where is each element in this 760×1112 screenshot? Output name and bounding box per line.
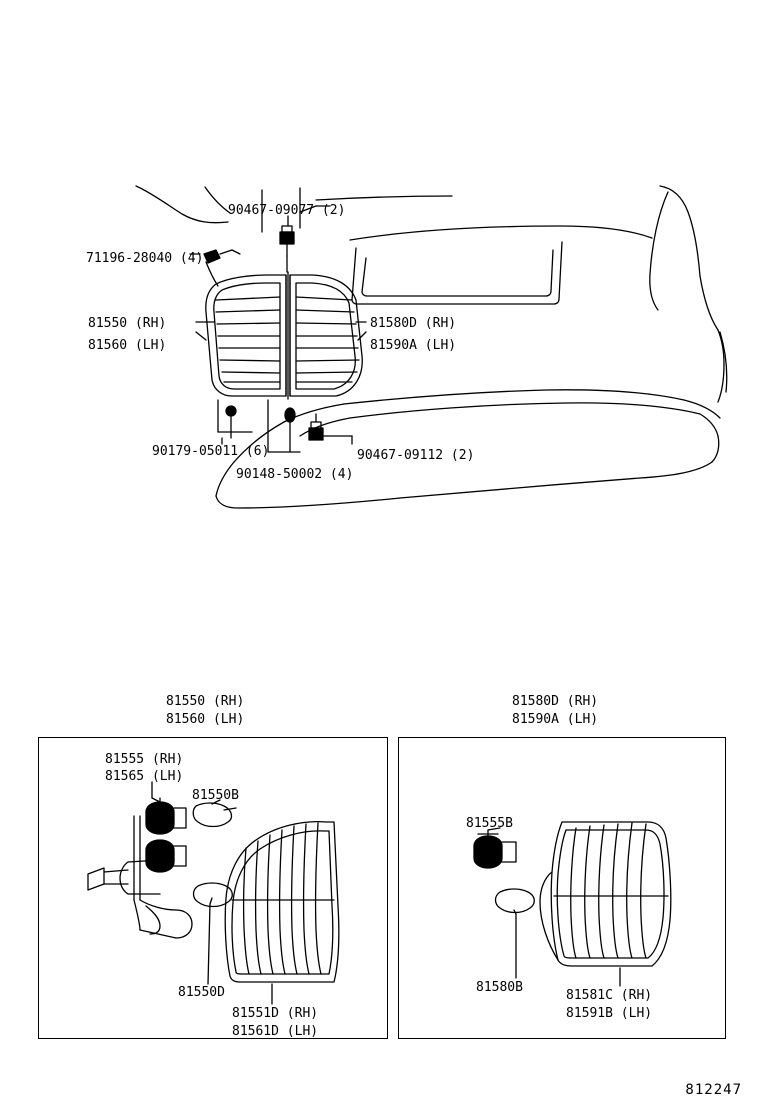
label-lens-81591b-lh: 81591B (LH) (566, 1006, 653, 1021)
label-bulb-81550d: 81550D (178, 985, 225, 1000)
label-lens-81561d-lh: 81561D (LH) (232, 1024, 319, 1039)
label-clip-90467-09077: 90467-09077 (2) (228, 203, 346, 218)
label-bulb-81580b: 81580B (476, 980, 523, 995)
label-right-heading-rh: 81580D (RH) (512, 694, 599, 709)
label-lens-81551d-rh: 81551D (RH) (232, 1006, 319, 1021)
label-left-heading-lh: 81560 (LH) (166, 712, 245, 727)
label-socket-81555-rh: 81555 (RH) (105, 752, 184, 767)
label-socket-81555b: 81555B (466, 816, 513, 831)
fastener-callouts-top (204, 216, 352, 452)
label-lamp-81580d-rh: 81580D (RH) (370, 316, 457, 331)
label-lamp-81590a-lh: 81590A (LH) (370, 338, 457, 353)
label-socket-81565-lh: 81565 (LH) (105, 769, 184, 784)
label-bulb-81550b: 81550B (192, 788, 239, 803)
diagram-code: 812247 (685, 1082, 742, 1098)
right-detail-panel (398, 737, 726, 1039)
tail-lamp-assembly-top (206, 272, 362, 399)
label-grommet-90148-50002: 90148-50002 (4) (236, 467, 354, 482)
label-lamp-81560-lh: 81560 (LH) (88, 338, 167, 353)
leader-lines-top (190, 206, 366, 340)
label-screw-71196-28040: 71196-28040 (4) (86, 251, 204, 266)
label-lamp-81550-rh: 81550 (RH) (88, 316, 167, 331)
label-clip-90467-09112: 90467-09112 (2) (357, 448, 475, 463)
label-nut-90179-05011: 90179-05011 (6) (152, 444, 270, 459)
label-left-heading-rh: 81550 (RH) (166, 694, 245, 709)
label-right-heading-lh: 81590A (LH) (512, 712, 599, 727)
label-lens-81581c-rh: 81581C (RH) (566, 988, 653, 1003)
